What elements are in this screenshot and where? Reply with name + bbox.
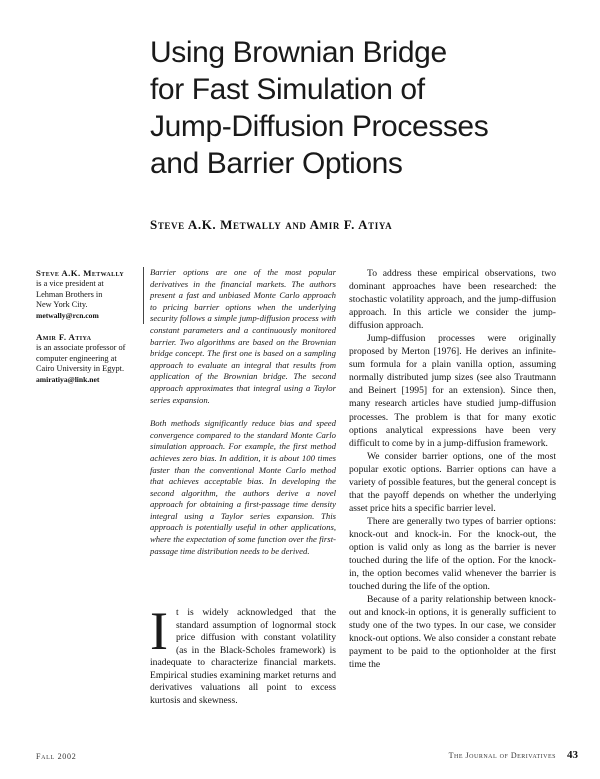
title-line: and Barrier Options: [150, 147, 403, 180]
body-paragraph: To address these empirical observations, two dominant approaches have been researched: the stochastic volatility approach, and the jump-diffusion approach. In this article we consider the jump-diffusion approach.: [349, 268, 556, 332]
title-line: Using Brownian Bridge: [150, 36, 447, 69]
body-right-column: [349, 267, 556, 671]
body-paragraph: Jump-diffusion processes were originally proposed by Merton [1976]. He derives an infinite-sum formula for a plain vanilla option, assuming normally distributed jump sizes (see also Trautmann and Beinert [1995] for an extension). Since then, many research articles have studied jump-diffusion processes. The problem is that for many exotic options analytical expressions have been very difficult to come by in a jump-diffusion framework.: [349, 333, 556, 449]
author-bio-line: is a vice president at: [36, 278, 104, 288]
issue-date: Fall 2002: [36, 752, 77, 761]
page-number: 43: [567, 749, 578, 761]
author-name: Amir F. Atiya: [36, 331, 92, 342]
body-paragraph: We consider barrier options, one of the most popular exotic options. Barrier options can have a variety of possible features, but the general concept is that the payoff depends on whether the underlying asset price hits a specific barrier level.: [349, 450, 556, 514]
body-paragraph: There are generally two types of barrier options: knock-out and knock-in. For the knock-out, the option is valid only as long as the barrier is never touched during the life of the option. For the knock-in, the option becomes valid whenever the barrier is touched during the life of the option.: [349, 515, 556, 593]
author-name: Steve A.K. Metwally: [36, 268, 125, 278]
author-bio-line: is an associate professor of: [36, 342, 126, 352]
body-paragraph: t is widely acknowledged that the standard assumption of lognormal stock price diffusion with constant volatility (as in the Black-Scholes framework) is inadequate to characterize financial markets. Empirical studies examining market returns and derivatives valuations all point to excess kurtosis and skewness.: [150, 607, 336, 706]
body-intro: [150, 601, 336, 707]
abstract: [150, 267, 336, 569]
column-divider: [143, 267, 144, 324]
abstract-paragraph: Both methods significantly reduce bias and speed convergence compared to the standard Monte Carlo simulation approach. For example, the first method achieves zero bias. In addition, it is about 100 times faster than the conventional Monte Carlo method that achieves acceptable bias. In developing the second algorithm, the authors derive a novel approach for obtaining a first-passage time density integral using a Taylor series expansion. This approach is potentially useful in other applications, where the expectation of some function over the first-passage time distribution needs to be derived.: [150, 418, 336, 556]
author-sidebar: [36, 268, 136, 386]
author-bio-line: Lehman Brothers in: [36, 289, 103, 299]
author-bio-line: Cairo University in Egypt.: [36, 364, 125, 374]
drop-cap: I: [150, 601, 168, 661]
author-byline: Steve A.K. Metwally and Amir F. Atiya: [150, 217, 393, 232]
article-title: [150, 34, 570, 182]
title-line: Jump-Diffusion Processes: [150, 110, 489, 143]
journal-name: The Journal of Derivatives: [448, 751, 556, 760]
title-line: for Fast Simulation of: [150, 73, 425, 106]
body-paragraph: Because of a parity relationship between knock-out and knock-in options, it is generally sufficient to study one of the two types. In our case, we consider knock-out options. We also consider a constant rebate payment to be paid to the optionholder at the first time the: [349, 594, 556, 671]
author-bio-line: New York City.: [36, 300, 88, 310]
author-email[interactable]: metwally@rcn.com: [36, 311, 99, 321]
author-email[interactable]: amiratiya@link.net: [36, 375, 100, 385]
author-bio-line: computer engineering at: [36, 353, 117, 363]
abstract-paragraph: Barrier options are one of the most popular derivatives in the financial markets. The authors present a fast and unbiased Monte Carlo approach to pricing barrier options when the underlying security follows a simple jump-diffusion process with constant parameters and a continuously monitored barrier. Two algorithms are based on the Brownian bridge concept. The first one is based on a sampling approach to evaluate an integral that results from application of the Brownian bridge. The second approach approximates that integral using a Taylor series expansion.: [150, 267, 336, 405]
